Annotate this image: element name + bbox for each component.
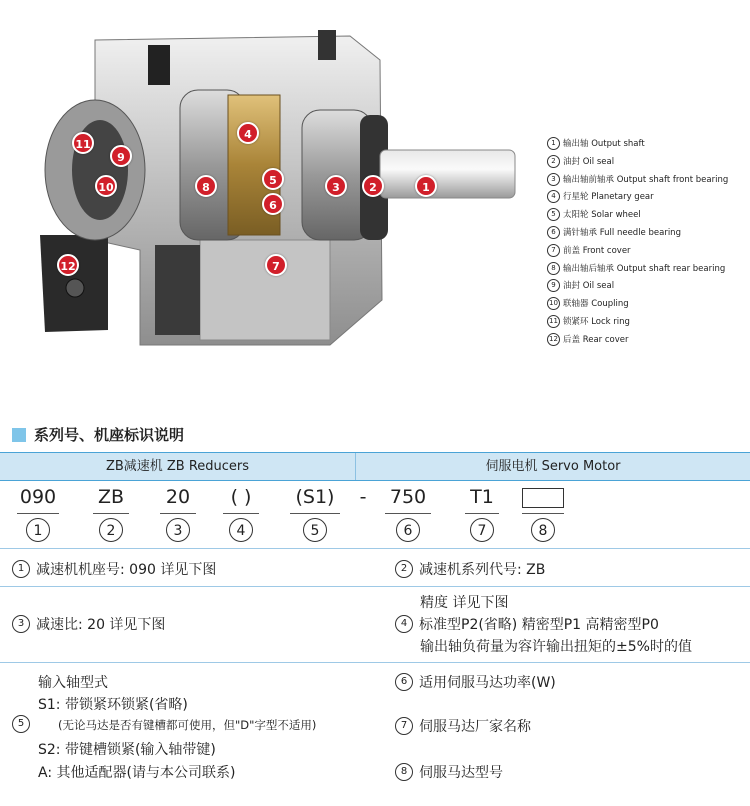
code-num-8: 8 [531,518,555,542]
code-underline [465,513,499,514]
code-underline [17,513,59,514]
code-num-5: 5 [303,518,327,542]
desc-8: 8 伺服马达型号 [395,762,503,782]
desc-5-title: 输入轴型式 [38,675,108,691]
section-title [12,424,184,445]
code-underline [385,513,431,514]
desc-4-line2: 输出轴负荷量为容许输出扭矩的±5%时的值 [420,639,692,655]
desc-4-title: 精度 详见下图 [420,595,509,611]
callout-3: 3 [325,175,347,197]
callout-6: 6 [262,193,284,215]
parts-list [547,136,747,350]
desc-1: 1 减速机机座号: 090 详见下图 [12,559,216,579]
code-num-7: 7 [470,518,494,542]
code-num-3: 3 [166,518,190,542]
callout-7: 7 [265,254,287,276]
list-item: 3 输出轴前轴承 Output shaft front bearing [547,172,747,190]
desc-5-num: 5 [12,716,36,734]
header-servo-motor: 伺服电机 Servo Motor [485,459,621,474]
code-motor-model-box [522,488,564,508]
code-underline [223,513,259,514]
callout-10: 10 [95,175,117,197]
code-num-6: 6 [396,518,420,542]
desc-6: 6 适用伺服马达功率(W) [395,672,556,692]
list-item: 10 联轴器 Coupling [547,296,747,314]
code-frame-size: 090 [19,486,57,508]
code-num-2: 2 [99,518,123,542]
callout-5: 5 [262,168,284,190]
section-title-text: 系列号、机座标识说明 [34,426,185,444]
callout-9: 9 [110,145,132,167]
code-num-4: 4 [229,518,253,542]
desc-5-a: A: 其他适配器(请与本公司联系) [38,765,236,781]
divider [0,548,750,549]
desc-7: 7 伺服马达厂家名称 [395,716,531,736]
divider [0,662,750,663]
callout-8: 8 [195,175,217,197]
code-ratio: 20 [165,486,191,508]
callout-11: 11 [72,132,94,154]
desc-3: 3 减速比: 20 详见下图 [12,614,165,634]
callout-4: 4 [237,122,259,144]
code-num-1: 1 [26,518,50,542]
list-item: 8 输出轴后轴承 Output shaft rear bearing [547,261,747,279]
code-header [0,452,750,481]
list-item: 2 油封 Oil seal [547,154,747,172]
header-reducers: ZB减速机 ZB Reducers [0,453,356,480]
code-series: ZB [97,486,125,508]
callout-2: 2 [362,175,384,197]
section-marker-icon [12,428,26,442]
code-underline [93,513,129,514]
desc-5-s2: S2: 带键槽锁紧(输入轴带键) [38,742,216,758]
list-item: 6 满针轴承 Full needle bearing [547,225,747,243]
gearbox-cutaway-image [0,0,530,380]
list-item: 1 输出轴 Output shaft [547,136,747,154]
desc-5-note: (无论马达是否有键槽都可使用，但"D"字型不适用) [58,718,317,732]
code-motor-power: 750 [389,486,427,508]
desc-4: 4 标准型P2(省略) 精密型P1 高精密型P0 [395,614,659,634]
code-underline [522,513,564,514]
code-precision: ( ) [230,486,252,508]
divider [0,586,750,587]
desc-5-s1: S1: 带锁紧环锁紧(省略) [38,697,188,713]
callout-1: 1 [415,175,437,197]
list-item: 12 后盖 Rear cover [547,332,747,350]
code-input-shaft: (S1) [295,486,335,508]
list-item: 4 行星轮 Planetary gear [547,189,747,207]
code-dash: - [359,486,367,508]
code-motor-maker: T1 [470,486,494,508]
list-item: 7 前盖 Front cover [547,243,747,261]
code-underline [290,513,340,514]
desc-2: 2 减速机系列代号: ZB [395,559,545,579]
list-item: 11 锁紧环 Lock ring [547,314,747,332]
code-underline [160,513,196,514]
list-item: 9 油封 Oil seal [547,278,747,296]
list-item: 5 太阳轮 Solar wheel [547,207,747,225]
callout-12: 12 [57,254,79,276]
